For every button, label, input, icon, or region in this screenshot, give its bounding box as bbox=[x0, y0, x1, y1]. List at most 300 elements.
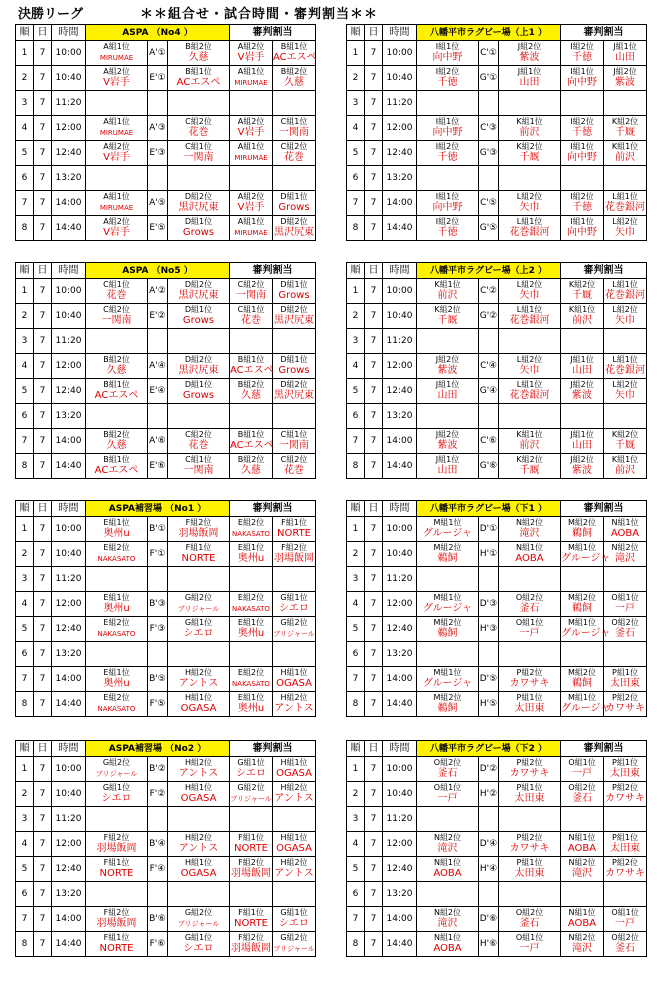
col-header-no: 順 bbox=[347, 263, 365, 279]
referee-header: 審判割当 bbox=[561, 501, 647, 517]
group-rank: L組2位 bbox=[612, 380, 638, 389]
team-name: 向中野 bbox=[432, 127, 463, 138]
row-day: 7 bbox=[365, 116, 383, 141]
away-team-cell bbox=[499, 832, 561, 857]
group-rank: I組2位 bbox=[570, 42, 594, 51]
match-code: C'② bbox=[479, 279, 499, 304]
team-name: 羽場飯岡 bbox=[96, 918, 137, 929]
referee-team-2 bbox=[273, 454, 316, 479]
row-time: 11:20 bbox=[383, 329, 417, 354]
empty-cell bbox=[499, 807, 561, 832]
team-name: 千厩 bbox=[572, 290, 593, 301]
group-rank: E組1位 bbox=[103, 593, 130, 602]
row-number: 1 bbox=[16, 279, 34, 304]
team-name: AOBA bbox=[567, 918, 597, 929]
row-number: 5 bbox=[347, 617, 365, 642]
referee-team-2 bbox=[273, 517, 316, 542]
row-time: 13:20 bbox=[52, 882, 86, 907]
team-name: NORTE bbox=[277, 528, 311, 539]
group-rank: L組1位 bbox=[612, 280, 638, 289]
schedule-block bbox=[15, 740, 316, 957]
row-time: 12:40 bbox=[52, 617, 86, 642]
home-team-cell bbox=[417, 617, 479, 642]
team-name: アントス bbox=[178, 768, 219, 779]
group-rank: G組1位 bbox=[280, 908, 308, 917]
away-team-cell bbox=[168, 41, 230, 66]
group-rank: M組1位 bbox=[433, 593, 462, 602]
group-rank: G組2位 bbox=[280, 933, 308, 942]
team-name: ブリジャール bbox=[273, 945, 315, 953]
row-day: 7 bbox=[34, 379, 52, 404]
row-day: 7 bbox=[365, 279, 383, 304]
match-code: H'⑥ bbox=[479, 932, 499, 957]
table-row bbox=[16, 932, 316, 957]
team-name: 花巻銀河 bbox=[605, 365, 646, 376]
team-name: 鵜飼 bbox=[572, 603, 593, 614]
referee-team-2 bbox=[273, 41, 316, 66]
home-team-cell bbox=[417, 907, 479, 932]
group-rank: D組1位 bbox=[184, 305, 213, 314]
empty-cell bbox=[604, 807, 647, 832]
row-number: 6 bbox=[16, 642, 34, 667]
team-name: OGASA bbox=[276, 678, 312, 689]
referee-team-2 bbox=[604, 379, 647, 404]
empty-cell bbox=[561, 329, 604, 354]
referee-team-2 bbox=[273, 617, 316, 642]
referee-team-1 bbox=[230, 907, 273, 932]
group-rank: K組2位 bbox=[516, 142, 543, 151]
group-rank: K組1位 bbox=[611, 455, 639, 464]
empty-cell bbox=[604, 166, 647, 191]
group-rank: B組1位 bbox=[185, 67, 212, 76]
away-team-cell bbox=[499, 41, 561, 66]
col-header-day: 日 bbox=[365, 501, 383, 517]
team-name: 滝沢 bbox=[572, 943, 593, 954]
referee-team-2 bbox=[273, 354, 316, 379]
table-row bbox=[16, 517, 316, 542]
referee-team-1 bbox=[230, 857, 273, 882]
group-rank: L組1位 bbox=[516, 380, 543, 389]
match-code: E'④ bbox=[148, 379, 168, 404]
home-team-cell bbox=[417, 592, 479, 617]
group-rank: P組2位 bbox=[516, 833, 543, 842]
match-code: B'④ bbox=[148, 832, 168, 857]
team-name: ACエスペ bbox=[94, 390, 139, 401]
team-name: ブリジャール bbox=[273, 630, 315, 638]
table-row bbox=[16, 617, 316, 642]
group-rank: O組2位 bbox=[611, 618, 639, 627]
table-row bbox=[347, 116, 647, 141]
group-rank: J組2位 bbox=[435, 355, 460, 364]
group-rank: N組1位 bbox=[433, 858, 462, 867]
team-name: 一関南 bbox=[183, 152, 214, 163]
table-row bbox=[16, 454, 316, 479]
empty-cell bbox=[273, 807, 316, 832]
team-name: 矢巾 bbox=[615, 315, 636, 326]
row-number: 5 bbox=[347, 857, 365, 882]
row-day: 7 bbox=[34, 404, 52, 429]
group-rank: O組1位 bbox=[515, 618, 544, 627]
empty-cell bbox=[561, 166, 604, 191]
group-rank: M組2位 bbox=[433, 693, 462, 702]
group-rank: C組1位 bbox=[103, 280, 130, 289]
empty-cell bbox=[168, 166, 230, 191]
match-code: E'⑤ bbox=[148, 216, 168, 241]
empty-cell bbox=[604, 91, 647, 116]
col-header-time: 時間 bbox=[52, 263, 86, 279]
table-row bbox=[347, 757, 647, 782]
team-name: 鵜飼 bbox=[572, 528, 593, 539]
away-team-cell bbox=[499, 617, 561, 642]
team-name: NAKASATO bbox=[97, 555, 136, 563]
team-name: 一戸 bbox=[615, 603, 636, 614]
team-name: AOBA bbox=[515, 553, 544, 564]
team-name: ブリジャール bbox=[230, 795, 272, 803]
team-name: グルージャ bbox=[561, 553, 611, 564]
table-row bbox=[347, 166, 647, 191]
row-number: 2 bbox=[347, 66, 365, 91]
referee-team-1 bbox=[561, 692, 611, 717]
referee-header: 審判割当 bbox=[230, 501, 316, 517]
row-number: 6 bbox=[347, 166, 365, 191]
empty-cell bbox=[479, 91, 499, 116]
group-rank: H組1位 bbox=[280, 668, 308, 677]
table-row bbox=[16, 354, 316, 379]
home-team-cell bbox=[86, 191, 148, 216]
team-name: 一関南 bbox=[183, 465, 214, 476]
empty-cell bbox=[499, 882, 561, 907]
team-name: AOBA bbox=[567, 843, 597, 854]
row-number: 4 bbox=[347, 116, 365, 141]
team-name: 一関南 bbox=[279, 127, 309, 138]
table-row bbox=[16, 216, 316, 241]
group-rank: L組1位 bbox=[516, 217, 543, 226]
home-team-cell bbox=[417, 454, 479, 479]
team-name: 千厩 bbox=[519, 465, 540, 476]
table-row bbox=[16, 882, 316, 907]
team-name: 久慈 bbox=[106, 365, 127, 376]
group-rank: K組2位 bbox=[568, 280, 596, 289]
group-rank: K組1位 bbox=[516, 430, 543, 439]
away-team-cell bbox=[499, 907, 561, 932]
row-day: 7 bbox=[34, 166, 52, 191]
group-rank: M組2位 bbox=[433, 543, 462, 552]
away-team-cell bbox=[499, 304, 561, 329]
empty-cell bbox=[168, 642, 230, 667]
row-time: 10:40 bbox=[383, 542, 417, 567]
referee-team-2 bbox=[273, 542, 316, 567]
row-day: 7 bbox=[365, 41, 383, 66]
team-name: 久慈 bbox=[284, 77, 304, 88]
team-name: NAKASATO bbox=[232, 605, 270, 613]
group-rank: K組2位 bbox=[611, 430, 639, 439]
team-name: 前沢 bbox=[572, 315, 593, 326]
empty-cell bbox=[604, 882, 647, 907]
group-rank: G組2位 bbox=[184, 593, 213, 602]
home-team-cell bbox=[86, 41, 148, 66]
row-time: 13:20 bbox=[383, 882, 417, 907]
referee-team-1 bbox=[230, 354, 273, 379]
table-row bbox=[347, 329, 647, 354]
table-row bbox=[347, 216, 647, 241]
team-name: 釜石 bbox=[519, 918, 540, 929]
team-name: 太田東 bbox=[514, 868, 545, 879]
group-rank: B組2位 bbox=[103, 355, 130, 364]
row-time: 14:00 bbox=[52, 191, 86, 216]
table-row bbox=[347, 404, 647, 429]
row-time: 12:00 bbox=[383, 354, 417, 379]
team-name: グルージャ bbox=[561, 628, 611, 639]
group-rank: M組2位 bbox=[433, 618, 462, 627]
team-name: 鵜飼 bbox=[437, 553, 458, 564]
row-day: 7 bbox=[365, 832, 383, 857]
group-rank: J組1位 bbox=[570, 430, 594, 439]
table-row bbox=[347, 354, 647, 379]
team-name: 太田東 bbox=[514, 703, 545, 714]
group-rank: D組1位 bbox=[280, 280, 308, 289]
group-rank: B組2位 bbox=[185, 42, 212, 51]
referee-team-2 bbox=[604, 191, 647, 216]
group-rank: F組2位 bbox=[238, 933, 264, 942]
table-row bbox=[16, 757, 316, 782]
team-name: Grows bbox=[278, 290, 310, 301]
row-time: 12:40 bbox=[383, 857, 417, 882]
referee-team-2 bbox=[273, 782, 316, 807]
referee-team-2 bbox=[604, 907, 647, 932]
row-number: 4 bbox=[16, 116, 34, 141]
table-row bbox=[347, 454, 647, 479]
match-code: B'② bbox=[148, 757, 168, 782]
referee-team-2 bbox=[273, 191, 316, 216]
referee-team-1 bbox=[561, 932, 604, 957]
group-rank: L組2位 bbox=[516, 280, 543, 289]
team-name: OGASA bbox=[276, 768, 312, 779]
group-rank: A組1位 bbox=[103, 117, 130, 126]
schedule-table bbox=[15, 500, 316, 717]
row-number: 7 bbox=[347, 667, 365, 692]
match-code: G'⑥ bbox=[479, 454, 499, 479]
row-time: 10:00 bbox=[52, 757, 86, 782]
group-rank: C組1位 bbox=[237, 305, 265, 314]
table-row bbox=[347, 429, 647, 454]
row-day: 7 bbox=[365, 757, 383, 782]
group-rank: P組2位 bbox=[516, 758, 543, 767]
match-code: F'③ bbox=[148, 617, 168, 642]
row-day: 7 bbox=[34, 116, 52, 141]
group-rank: I組2位 bbox=[570, 117, 594, 126]
empty-cell bbox=[417, 329, 479, 354]
referee-team-2 bbox=[604, 279, 647, 304]
team-name: アントス bbox=[274, 703, 314, 714]
team-name: V岩手 bbox=[237, 52, 265, 63]
away-team-cell bbox=[168, 66, 230, 91]
group-rank: G組2位 bbox=[237, 783, 265, 792]
team-name: V岩手 bbox=[103, 152, 130, 163]
group-rank: F組1位 bbox=[185, 543, 212, 552]
row-time: 10:40 bbox=[383, 782, 417, 807]
group-rank: D組1位 bbox=[184, 217, 213, 226]
group-rank: N組1位 bbox=[611, 518, 639, 527]
team-name: MIRUMAE bbox=[99, 129, 134, 137]
row-time: 14:00 bbox=[383, 191, 417, 216]
team-name: ブリジャール bbox=[95, 770, 138, 778]
match-code: H'⑤ bbox=[479, 692, 499, 717]
home-team-cell bbox=[417, 379, 479, 404]
empty-cell bbox=[148, 567, 168, 592]
empty-cell bbox=[168, 404, 230, 429]
row-time: 14:40 bbox=[383, 454, 417, 479]
row-number: 1 bbox=[347, 757, 365, 782]
referee-team-2 bbox=[273, 429, 316, 454]
group-rank: O組2位 bbox=[433, 758, 462, 767]
row-day: 7 bbox=[34, 354, 52, 379]
home-team-cell bbox=[417, 667, 479, 692]
row-time: 11:20 bbox=[383, 567, 417, 592]
group-rank: G組1位 bbox=[280, 593, 308, 602]
referee-team-1 bbox=[230, 141, 273, 166]
team-name: 山田 bbox=[519, 77, 540, 88]
row-number: 6 bbox=[347, 642, 365, 667]
team-name: 一戸 bbox=[437, 793, 458, 804]
away-team-cell bbox=[499, 757, 561, 782]
home-team-cell bbox=[86, 379, 148, 404]
group-rank: K組2位 bbox=[611, 117, 639, 126]
home-team-cell bbox=[417, 304, 479, 329]
match-code: B'⑥ bbox=[148, 907, 168, 932]
referee-team-2 bbox=[604, 141, 647, 166]
home-team-cell bbox=[417, 757, 479, 782]
empty-cell bbox=[273, 882, 316, 907]
row-day: 7 bbox=[34, 692, 52, 717]
group-rank: H組2位 bbox=[280, 693, 308, 702]
row-number: 3 bbox=[16, 567, 34, 592]
group-rank: F組2位 bbox=[281, 543, 307, 552]
referee-team-1 bbox=[230, 832, 273, 857]
away-team-cell bbox=[168, 279, 230, 304]
venue-name: ASPA補習場 （No1 ） bbox=[86, 501, 230, 517]
team-name: 釜石 bbox=[615, 943, 636, 954]
group-rank: A組2位 bbox=[103, 67, 130, 76]
team-name: 花巻 bbox=[188, 127, 209, 138]
row-number: 1 bbox=[16, 757, 34, 782]
team-name: 太田東 bbox=[610, 843, 641, 854]
referee-team-2 bbox=[604, 757, 647, 782]
row-day: 7 bbox=[34, 667, 52, 692]
row-day: 7 bbox=[365, 782, 383, 807]
match-code: F'② bbox=[148, 782, 168, 807]
empty-cell bbox=[230, 807, 273, 832]
table-row bbox=[16, 642, 316, 667]
team-name: 千徳 bbox=[437, 227, 458, 238]
referee-team-1 bbox=[230, 617, 273, 642]
venue-name: 八幡平市ラグビー場（上2 ） bbox=[417, 263, 561, 279]
table-row bbox=[347, 141, 647, 166]
row-number: 6 bbox=[16, 404, 34, 429]
row-day: 7 bbox=[365, 304, 383, 329]
empty-cell bbox=[479, 882, 499, 907]
group-rank: B組1位 bbox=[280, 42, 308, 51]
table-row bbox=[347, 41, 647, 66]
team-name: 一関南 bbox=[101, 315, 132, 326]
team-name: カワサキ bbox=[509, 678, 550, 689]
table-row bbox=[347, 517, 647, 542]
schedule-table bbox=[15, 24, 316, 241]
table-row bbox=[16, 141, 316, 166]
referee-team-1 bbox=[230, 279, 273, 304]
row-day: 7 bbox=[365, 429, 383, 454]
group-rank: G組2位 bbox=[280, 618, 308, 627]
table-row bbox=[347, 617, 647, 642]
team-name: カワサキ bbox=[605, 868, 646, 879]
group-rank: A組2位 bbox=[103, 217, 130, 226]
table-row bbox=[16, 379, 316, 404]
team-name: 千徳 bbox=[572, 202, 593, 213]
empty-cell bbox=[273, 329, 316, 354]
group-rank: I組1位 bbox=[435, 42, 460, 51]
home-team-cell bbox=[86, 857, 148, 882]
referee-team-1 bbox=[561, 857, 604, 882]
group-rank: M組1位 bbox=[568, 543, 597, 552]
table-row bbox=[347, 857, 647, 882]
row-time: 10:40 bbox=[383, 304, 417, 329]
home-team-cell bbox=[86, 667, 148, 692]
group-rank: K組1位 bbox=[568, 305, 596, 314]
row-day: 7 bbox=[365, 592, 383, 617]
group-rank: H組2位 bbox=[280, 858, 308, 867]
team-name: グルージャ bbox=[422, 678, 473, 689]
team-name: 花巻銀河 bbox=[509, 315, 550, 326]
match-code: G'① bbox=[479, 66, 499, 91]
row-day: 7 bbox=[34, 907, 52, 932]
row-number: 1 bbox=[347, 41, 365, 66]
referee-team-1 bbox=[561, 191, 604, 216]
team-name: シエロ bbox=[279, 603, 309, 614]
away-team-cell bbox=[168, 216, 230, 241]
venue-name: 八幡平市ラグビー場（下1 ） bbox=[417, 501, 561, 517]
row-day: 7 bbox=[34, 832, 52, 857]
row-day: 7 bbox=[365, 932, 383, 957]
group-rank: O組2位 bbox=[611, 933, 639, 942]
referee-team-1 bbox=[230, 757, 273, 782]
row-time: 11:20 bbox=[52, 91, 86, 116]
row-day: 7 bbox=[34, 567, 52, 592]
team-name: 羽場飯岡 bbox=[231, 868, 271, 879]
row-number: 8 bbox=[347, 216, 365, 241]
group-rank: G組2位 bbox=[184, 908, 213, 917]
team-name: 太田東 bbox=[514, 793, 545, 804]
group-rank: I組2位 bbox=[435, 142, 460, 151]
match-code: G'③ bbox=[479, 141, 499, 166]
home-team-cell bbox=[86, 454, 148, 479]
header-row bbox=[347, 741, 647, 757]
referee-team-2 bbox=[604, 782, 647, 807]
home-team-cell bbox=[86, 304, 148, 329]
away-team-cell bbox=[499, 592, 561, 617]
group-rank: B組2位 bbox=[280, 67, 308, 76]
referee-team-2 bbox=[273, 379, 316, 404]
table-row bbox=[347, 807, 647, 832]
referee-team-1 bbox=[230, 41, 273, 66]
row-time: 12:00 bbox=[52, 116, 86, 141]
empty-cell bbox=[148, 642, 168, 667]
team-name: NORTE bbox=[99, 868, 134, 879]
group-rank: E組2位 bbox=[237, 518, 265, 527]
group-rank: K組2位 bbox=[516, 455, 543, 464]
away-team-cell bbox=[499, 354, 561, 379]
row-time: 12:00 bbox=[52, 592, 86, 617]
team-name: 紫波 bbox=[519, 52, 540, 63]
row-number: 4 bbox=[16, 354, 34, 379]
